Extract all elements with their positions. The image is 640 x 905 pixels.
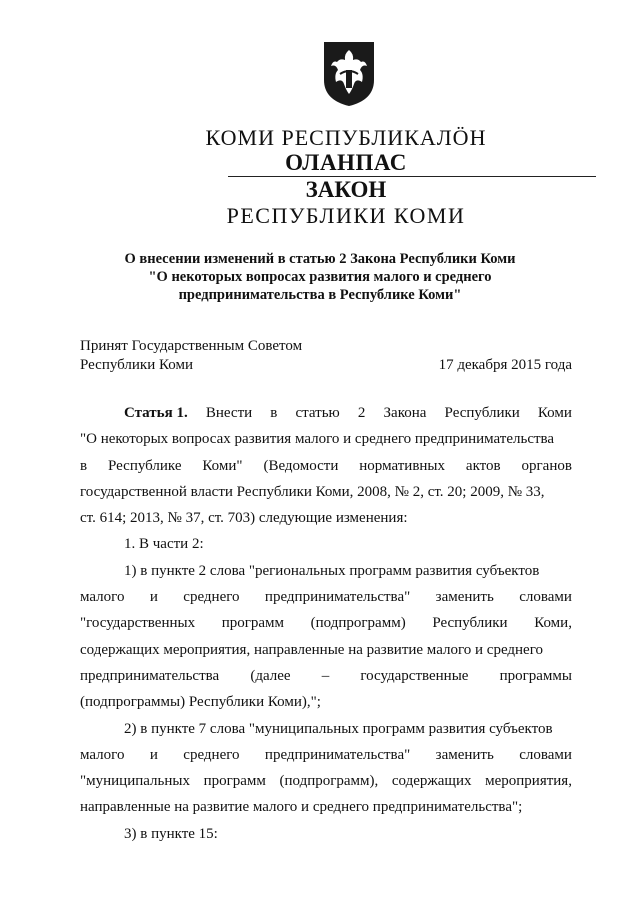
- header-zakon: ЗАКОН: [305, 177, 387, 202]
- article-body: [80, 400, 572, 847]
- article-word: программ: [221, 615, 285, 632]
- article-line: государственной власти Республики Коми, 2008, № 2, ст. 20; 2009, № 33,: [80, 483, 545, 500]
- article-word: Коми": [202, 457, 243, 474]
- article-word: в: [270, 405, 278, 421]
- article-word: (Ведомости: [263, 457, 339, 474]
- article-word: Закона: [383, 405, 427, 421]
- article-word: (подпрограмм),: [279, 773, 379, 790]
- article-word: Республики: [432, 615, 508, 632]
- article-line: [80, 610, 572, 636]
- article-line: "О некоторых вопросах развития малого и среднего предпринимательства: [80, 431, 555, 448]
- article-word: "муниципальных: [80, 773, 190, 790]
- header-komi-line: КОМИ РЕСПУБЛИКАЛӦН: [205, 125, 487, 150]
- article-word: словами: [519, 589, 572, 606]
- article-word: в: [80, 457, 88, 474]
- header-olanpas: ОЛАНПАС: [285, 150, 407, 175]
- article-word: "государственных: [80, 615, 196, 632]
- article-line: ст. 614; 2013, № 37, ст. 703) следующие изменения:: [80, 510, 408, 527]
- article-word: Коми: [537, 405, 572, 421]
- article-line: 1. В части 2:: [124, 536, 204, 553]
- article-word: (подпрограмм): [310, 615, 406, 632]
- article-word: программ: [203, 773, 266, 790]
- coat-of-arms-emblem: [320, 40, 378, 108]
- article-line: [80, 663, 572, 689]
- article-word: и: [149, 589, 158, 606]
- article-line: [80, 453, 572, 479]
- article-line: 1) в пункте 2 слова "региональных программ развития субъектов: [124, 562, 540, 579]
- article-word: предпринимательства: [80, 667, 220, 684]
- adoption-body: Принят Государственным Советом: [80, 338, 303, 354]
- article-label: Статья 1.: [124, 405, 188, 421]
- article-word: статью: [295, 405, 340, 421]
- article-word: –: [321, 667, 330, 684]
- article-line: (подпрограммы) Республики Коми),";: [80, 694, 321, 711]
- article-line: направленные на развитие малого и среднего предпринимательства";: [80, 799, 523, 816]
- article-word: мероприятия,: [485, 773, 572, 790]
- article-word: предпринимательства": [264, 589, 411, 606]
- article-word: (далее: [250, 667, 291, 684]
- header-republic: РЕСПУБЛИКИ КОМИ: [226, 203, 466, 228]
- article-word: словами: [519, 746, 572, 763]
- article-word: Республике: [108, 457, 182, 474]
- article-line: 3) в пункте 15:: [124, 825, 218, 842]
- article-word: малого: [80, 746, 125, 763]
- article-line: [80, 742, 572, 768]
- article-word: и: [149, 746, 158, 763]
- article-word: Внести: [205, 405, 253, 421]
- law-title-line: О внесении изменений в статью 2 Закона Республики Коми: [124, 251, 516, 267]
- article-word: предпринимательства": [264, 746, 411, 763]
- law-title-line: "О некоторых вопросах развития малого и среднего: [148, 269, 492, 285]
- article-word: государственные: [360, 667, 469, 684]
- article-word: нормативных: [359, 457, 446, 474]
- article-word: содержащих: [391, 773, 472, 790]
- article-word: программы: [499, 667, 572, 684]
- article-word: Коми,: [534, 615, 572, 632]
- article-line: [80, 584, 572, 610]
- adoption-date: 17 декабря 2015 года: [438, 357, 572, 373]
- article-line: 2) в пункте 7 слова "муниципальных программ развития субъектов: [124, 720, 553, 737]
- article-word: среднего: [183, 746, 240, 763]
- article-word: актов: [465, 457, 501, 474]
- article-word: 2: [357, 405, 366, 421]
- article-word: малого: [80, 589, 125, 606]
- article-line: [80, 400, 572, 426]
- law-title-line: предпринимательства в Республике Коми": [178, 287, 462, 303]
- article-line: содержащих мероприятия, направленные на развитие малого и среднего: [80, 641, 543, 658]
- article-line: [80, 768, 572, 794]
- article-word: заменить: [435, 589, 494, 606]
- adoption-body-republic: Республики Коми: [80, 357, 193, 373]
- article-word: среднего: [183, 589, 240, 606]
- article-word: органов: [521, 457, 572, 474]
- law-title: [0, 250, 640, 304]
- article-word: заменить: [435, 746, 494, 763]
- adoption-block: [80, 337, 572, 375]
- article-word: Республики: [444, 405, 520, 421]
